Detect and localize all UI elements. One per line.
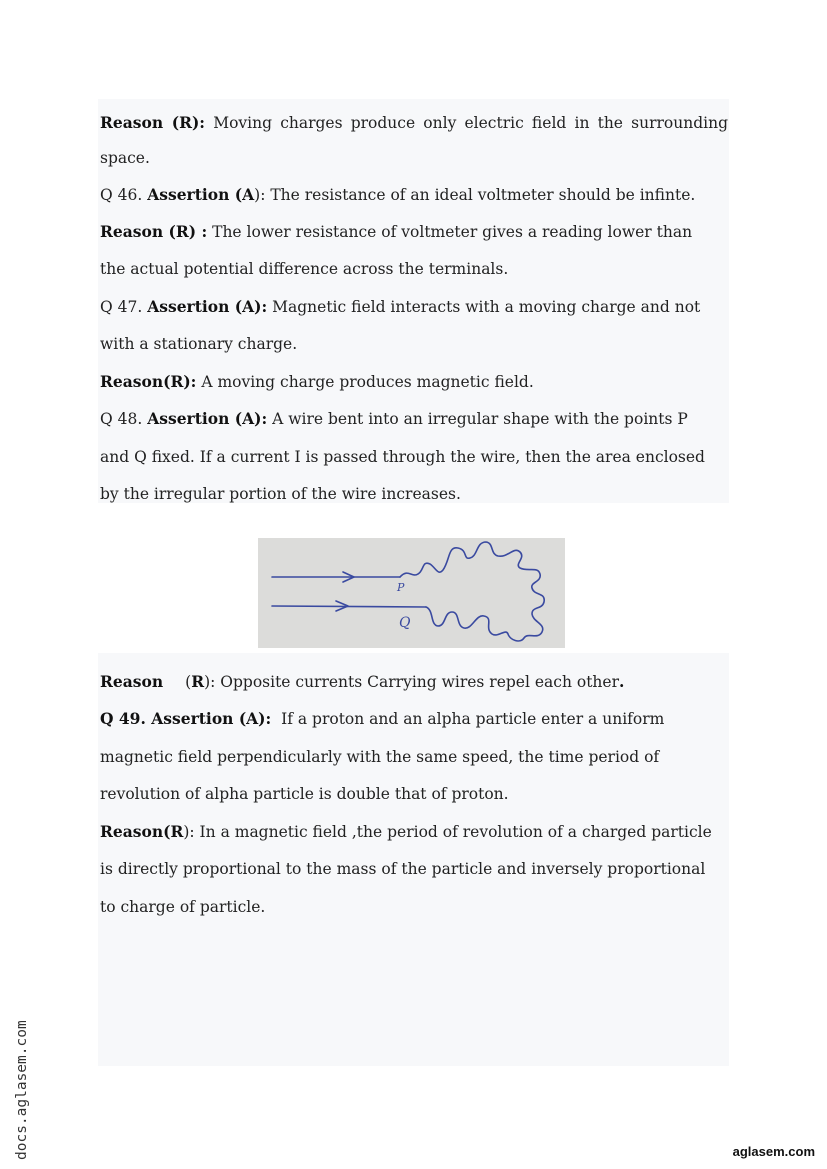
text-line — [100, 484, 728, 504]
q48-reason-line: Reason (R): Opposite currents Carrying wires repel each other. — [100, 672, 625, 691]
assertion-text: A wire bent into an irregular shape with the points P — [267, 410, 688, 428]
text-span: with a stationary charge. — [100, 335, 298, 353]
q48-assertion-line — [100, 409, 728, 429]
reason-label-r: R — [191, 672, 205, 691]
assertion-text: Magnetic field interacts with a moving charge and not — [267, 298, 701, 316]
text-span: the actual potential difference across the terminals. — [100, 260, 509, 278]
brand-footer: aglasem.com — [732, 1144, 815, 1159]
point-q-label: Q — [399, 615, 411, 631]
reason-text: Moving charges produce only electric field in the surrounding — [205, 114, 728, 132]
text-line — [100, 334, 728, 354]
reason-text: A moving charge produces magnetic field. — [196, 373, 534, 391]
reason-label: Reason(R — [100, 822, 184, 841]
text-span: by the irregular portion of the wire increases. — [100, 485, 461, 503]
reason-45-line — [100, 113, 728, 133]
text-span: space. — [100, 149, 150, 167]
q49-reason-line — [100, 822, 728, 842]
question-number: Q 46. — [100, 186, 148, 204]
wire-drawing — [258, 538, 565, 648]
reason-text: ): In a magnetic field ,the period of revolution of a charged particle — [183, 823, 712, 841]
reason-label: Reason(R): — [100, 372, 197, 391]
side-watermark-url: docs.aglasem.com — [14, 1020, 30, 1160]
reason-text: The lower resistance of voltmeter gives a reading lower than — [207, 223, 693, 241]
text-line — [100, 859, 728, 879]
question-number: Q 48. — [100, 410, 148, 428]
text-line — [100, 897, 728, 917]
assertion-text: If a proton and an alpha particle enter a uniform — [271, 710, 665, 728]
text-span: to charge of particle. — [100, 898, 266, 916]
question-number: Q 47. — [100, 298, 148, 316]
text-line — [100, 784, 728, 804]
wire-arrow-bottom — [272, 606, 426, 607]
text-line — [100, 148, 728, 168]
reason-label: Reason (R): — [100, 113, 206, 132]
q47-reason-line — [100, 372, 728, 392]
irregular-wire-loop — [400, 542, 544, 641]
assertion-label: Assertion (A): — [147, 409, 268, 428]
wire-diagram-photo — [258, 538, 565, 648]
q49-assertion-line — [100, 709, 728, 729]
text-span: and Q fixed. If a current I is passed through the wire, then the area enclosed — [100, 448, 705, 466]
text-line — [100, 259, 728, 279]
assertion-label: Assertion (A): — [147, 297, 268, 316]
text-span: is directly proportional to the mass of the particle and inversely proportional — [100, 860, 706, 878]
text-line — [100, 447, 728, 467]
q47-assertion-line — [100, 297, 728, 317]
assertion-label: Assertion (A — [147, 185, 255, 204]
assertion-text: ): The resistance of an ideal voltmeter should be infinte. — [254, 186, 696, 204]
reason-text: ): Opposite currents Carrying wires repel each other — [204, 673, 619, 691]
text-line — [100, 747, 728, 767]
reason-label: Reason — [100, 672, 164, 691]
reason-end: . — [619, 672, 625, 691]
point-p-label: P — [397, 581, 405, 594]
q46-reason-line — [100, 222, 728, 242]
q46-assertion-line — [100, 185, 728, 205]
assertion-label: Q 49. Assertion (A): — [100, 709, 272, 728]
text-span: magnetic field perpendicularly with the same speed, the time period of — [100, 748, 660, 766]
text-span: revolution of alpha particle is double that of proton. — [100, 785, 509, 803]
reason-label: Reason (R) : — [100, 222, 208, 241]
